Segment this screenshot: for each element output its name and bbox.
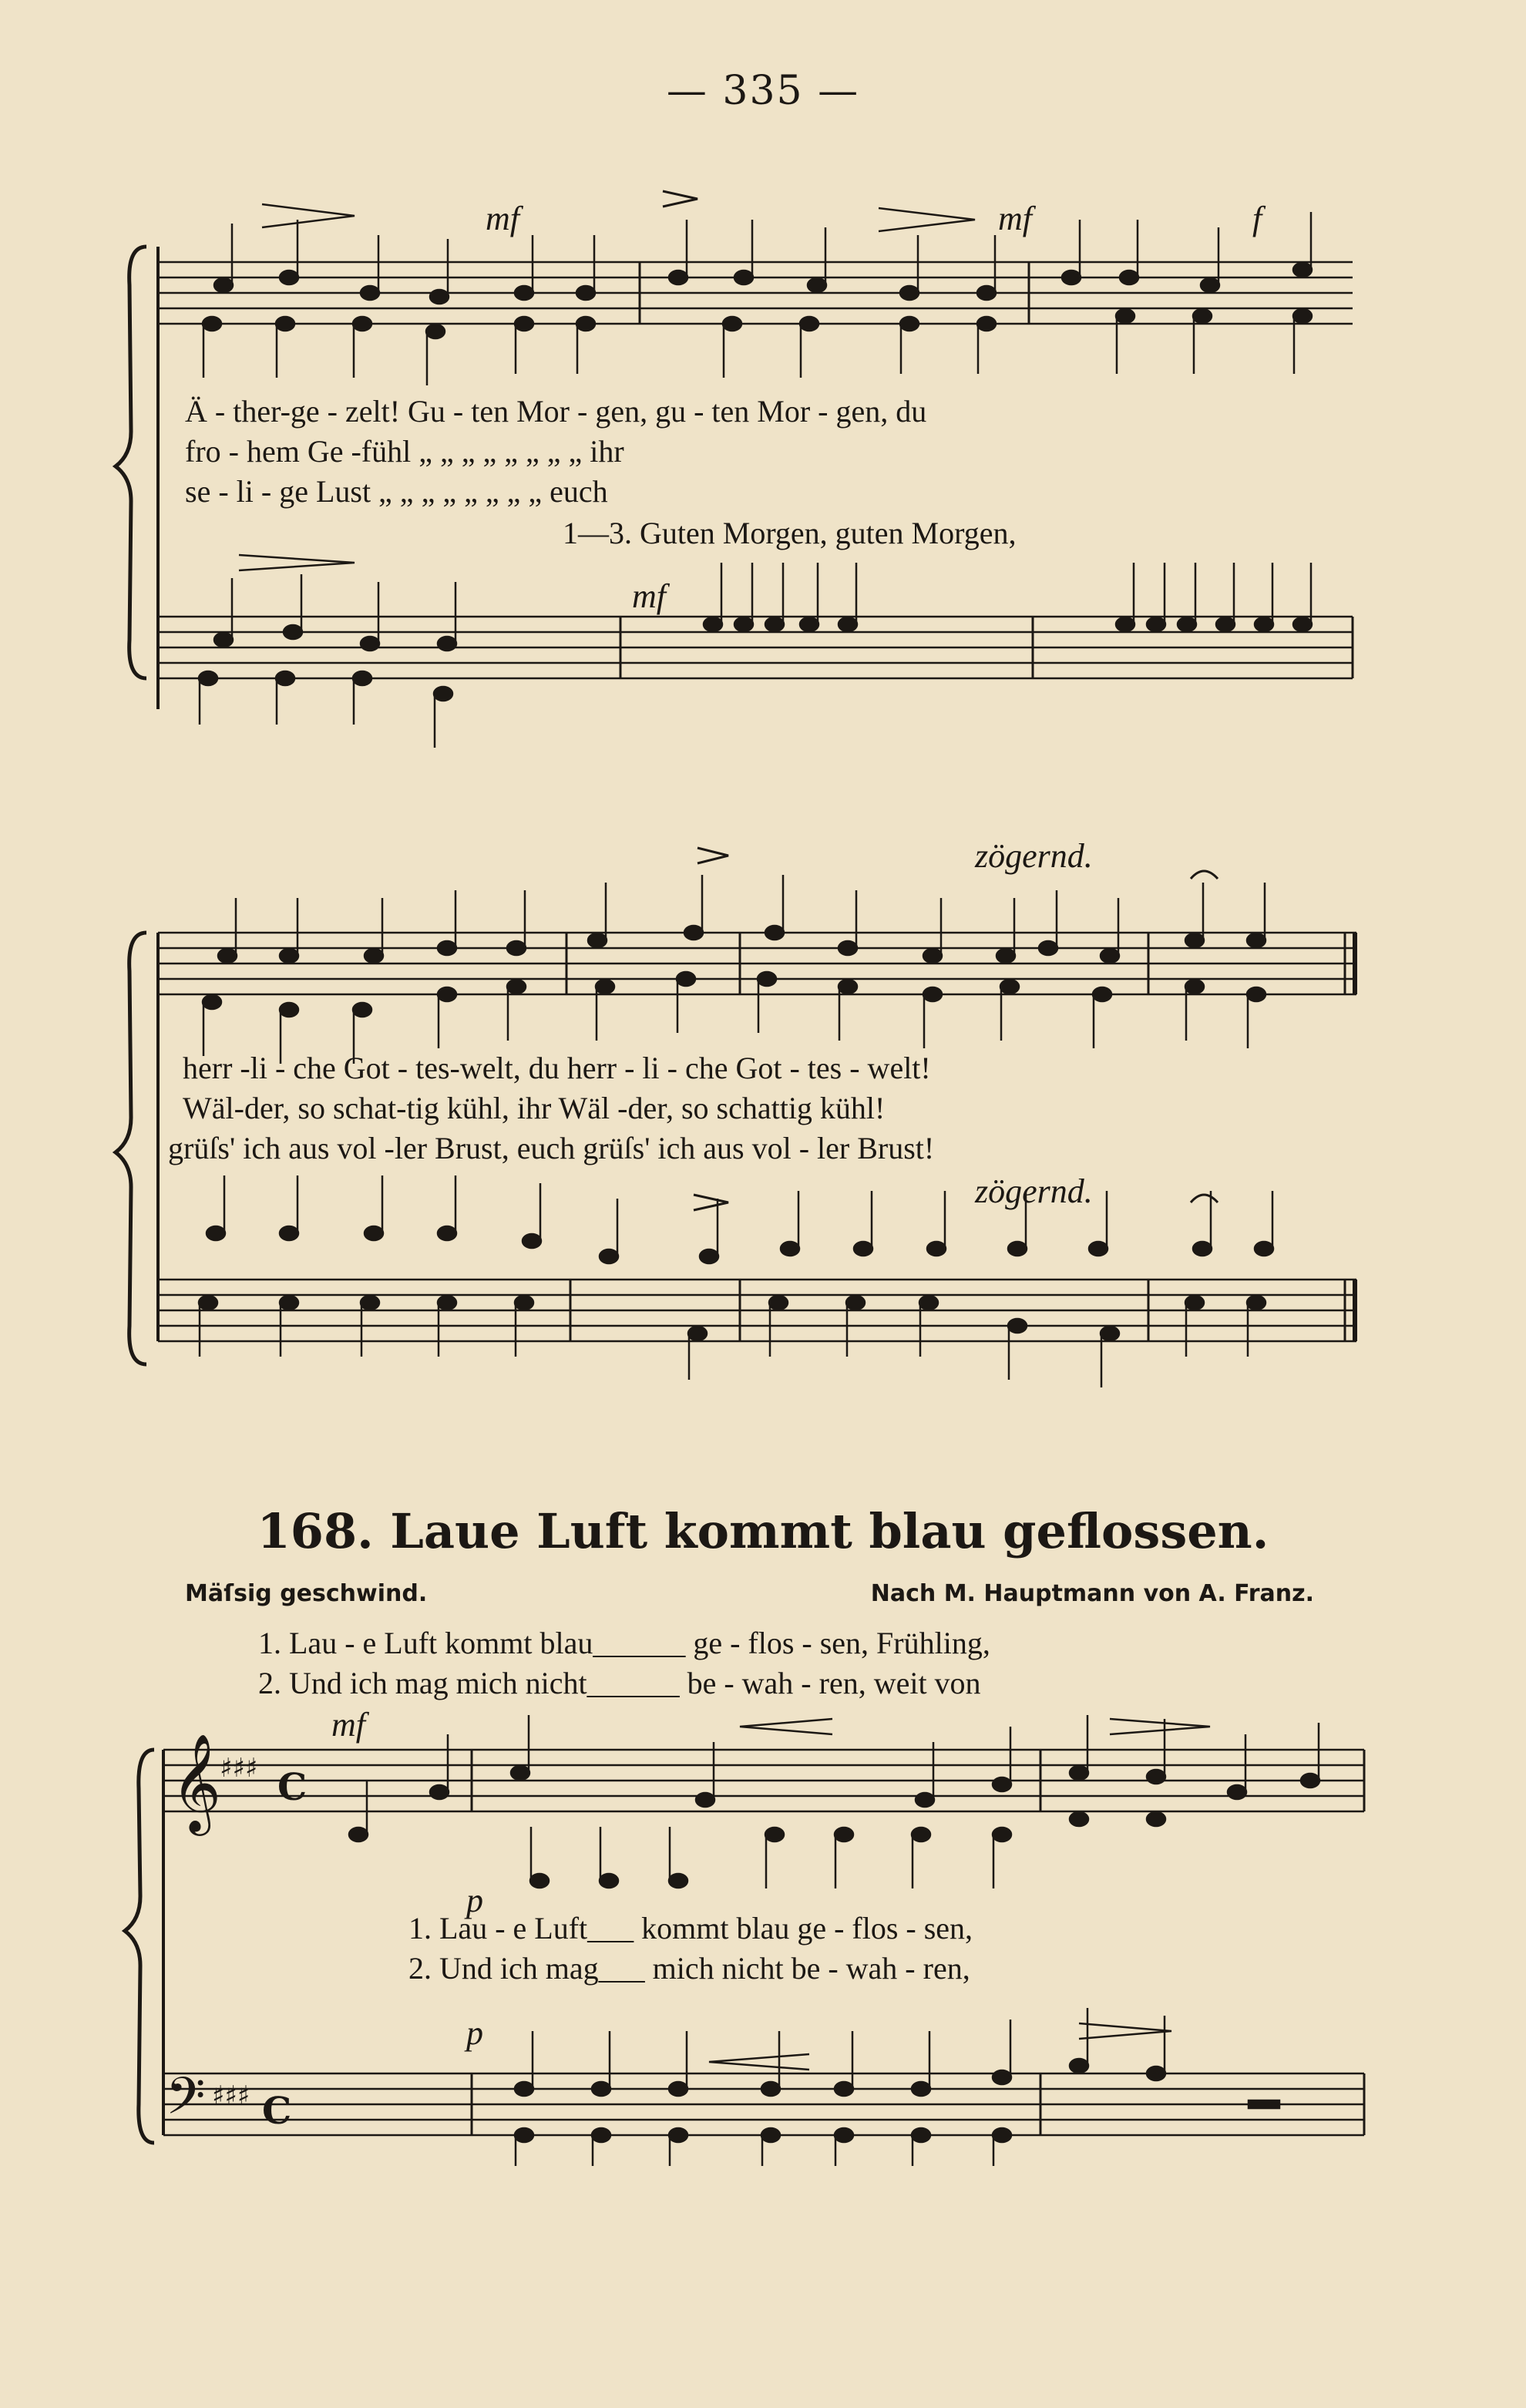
staff-upper	[158, 262, 1353, 324]
lyric-verse-2: 2. Und ich mag___ mich nicht be - wah - ren,	[408, 1951, 970, 1986]
composer: Nach M. Hauptmann von A. Franz.	[870, 1580, 1314, 1607]
lyric-verse-1: 1. Lau - e Luft kommt blau______ ge - flos - sen, Frühling,	[258, 1626, 990, 1660]
lyric-verse-3: se - li - ge Lust „ „ „ „ „ „ „ „ euch	[185, 474, 608, 509]
tempo-marking: Mäſsig geschwind.	[185, 1580, 428, 1607]
upper-notes	[214, 212, 1312, 304]
staff-bass	[163, 2073, 1364, 2135]
svg-text:♯♯♯: ♯♯♯	[220, 1753, 258, 1784]
dynamic-f: f	[1252, 200, 1262, 237]
staff-lower	[158, 1280, 1356, 1341]
treble-notes	[349, 1715, 1319, 1888]
lyric-verse-2: fro - hem Ge -fühl „ „ „ „ „ „ „ „ ihr	[185, 434, 624, 469]
system-brace	[116, 933, 146, 1364]
bass-notes	[515, 2008, 1279, 2166]
staff-upper	[158, 933, 1356, 994]
song-title: 168. Laue Luft kommt blau geflossen.	[257, 1503, 1269, 1559]
lower-notes	[199, 563, 1312, 748]
staff-lower	[158, 617, 1353, 678]
tempo-zoegernd: zögernd.	[975, 1172, 1093, 1210]
page-number: — 335 —	[666, 68, 860, 114]
svg-text:C: C	[262, 2090, 292, 2133]
bass-clef-icon: 𝄢	[166, 2067, 206, 2138]
dynamic-mf: mf	[486, 200, 519, 237]
dynamic-mf: mf	[331, 1706, 365, 1744]
dynamic-mf: mf	[998, 200, 1032, 237]
treble-clef-icon: 𝄞	[171, 1733, 222, 1831]
staff-treble	[163, 1750, 1364, 1811]
lyric-verse-1: 1. Lau - e Luft___ kommt blau ge - flos - sen,	[408, 1911, 973, 1946]
tempo-zoegernd: zögernd.	[975, 837, 1093, 875]
upper-alto-notes	[203, 309, 1312, 385]
system-brace	[116, 247, 146, 678]
dynamic-mf: mf	[632, 577, 666, 615]
lower-notes	[199, 1175, 1273, 1387]
lyric-verse-1: herr -li - che Got - tes-welt, du herr - li - che Got - tes - welt!	[183, 1051, 931, 1085]
system-brace	[125, 1750, 154, 2143]
lyric-refrain: 1—3. Guten Morgen, guten Morgen,	[563, 516, 1017, 550]
lyric-verse-2: Wäl-der, so schat-tig kühl, ihr Wäl -der, so schattig kühl!	[183, 1091, 886, 1125]
dynamic-p: p	[466, 1882, 483, 1919]
lyric-verse-1: Ä - ther-ge - zelt! Gu - ten Mor - gen, gu - ten Mor - gen, du	[185, 394, 927, 429]
upper-notes	[218, 875, 1266, 963]
lyric-verse-2: 2. Und ich mag mich nicht______ be - wah - ren, weit von	[258, 1666, 981, 1700]
svg-text:C: C	[277, 1766, 308, 1809]
dynamic-p: p	[466, 2014, 483, 2052]
lyric-verse-3: grüſs' ich aus vol -ler Brust, euch grüſs' ich aus vol - ler Brust!	[168, 1131, 935, 1165]
svg-text:♯♯♯: ♯♯♯	[212, 2080, 250, 2111]
